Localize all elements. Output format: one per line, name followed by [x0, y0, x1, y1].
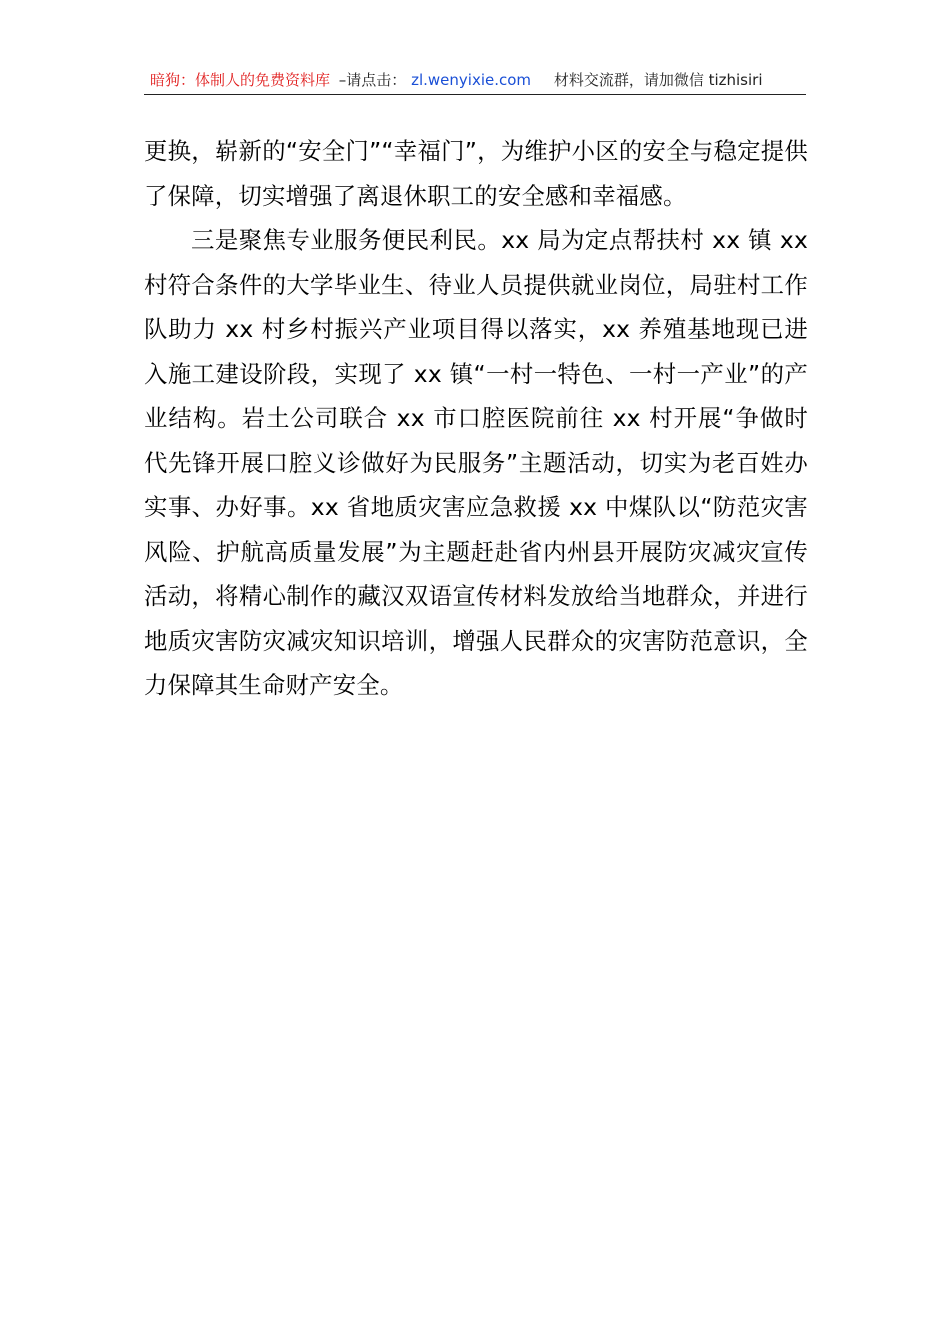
header-site-label: 暗狗：体制人的免费资料库 [150, 71, 331, 89]
header-click-prompt: –请点击： [338, 71, 407, 89]
page-header [144, 68, 806, 95]
paragraph-professional-service: 三是聚焦专业服务便民利民。xx 局为定点帮扶村 xx 镇 xx 村符合条件的大学毕业生、待业人员提供就业岗位，局驻村工作队助力 xx 村乡村振兴产业项目得以落实，xx 养殖基地现已进入施工建设阶段，实现了 xx 镇“一村一特色、一村一产业”的产业结构。岩土公司联合 xx 市口腔医院前往 xx 村开展“争做时代先锋开展口腔义诊做好为民服务”主题活动，切实为老百姓办实事、办好事。xx 省地质灾害应急救援 xx 中煤队以“防范灾害风险、护航高质量发展”为主题赶赴省内州县开展防灾减灾宣传活动，将精心制作的藏汉双语宣传材料发放给当地群众，并进行地质灾害防灾减灾知识培训，增强人民群众的灾害防范意识，全力保障其生命财产安全。 [144, 226, 808, 699]
paragraph-continued: 更换，崭新的“安全门”“幸福门”，为维护小区的安全与稳定提供了保障，切实增强了离退休职工的安全感和幸福感。 [144, 137, 808, 210]
header-group-info: 材料交流群，请加微信 tizhisiri [553, 71, 763, 89]
document-body [144, 129, 808, 708]
header-url-link[interactable]: zl.wenyixie.com [411, 71, 532, 89]
